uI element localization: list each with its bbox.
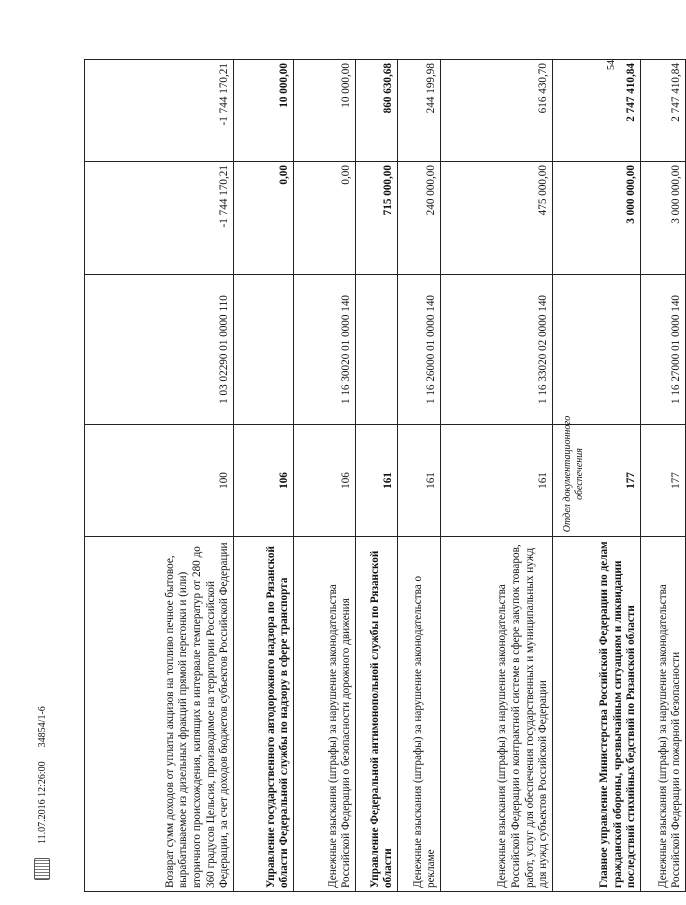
row-fact-cell: 10 000,00 xyxy=(294,60,356,162)
row-admin-cell: 106 xyxy=(234,425,294,537)
department-note: Отдел документационного обеспечения xyxy=(562,415,585,533)
row-name-cell: Денежные взыскания (штрафы) за нарушение законодательства о рекламе xyxy=(398,537,441,892)
row-admin-cell: 100 xyxy=(85,425,234,537)
row-fact-cell: 244 199,98 xyxy=(398,60,441,162)
row-plan-cell: 240 000,00 xyxy=(398,162,441,275)
row-plan-cell: 0,00 xyxy=(294,162,356,275)
row-code-cell xyxy=(356,275,398,425)
row-admin-cell: 161 xyxy=(356,425,398,537)
table-body xyxy=(85,60,686,892)
row-name-cell: Возврат сумм доходов от уплаты акцизов на топливо печное бытовое, вырабатываемое из дизельных фракций прямой перегонки и (или) вторичного происхождения, кипящих в интервале температур от 280 до 360 градусов Цельсия, производимое на территории Российской Федерации, за счет доходов бюджетов субъектов Российской Федерации xyxy=(85,537,234,892)
revenue-table xyxy=(84,59,686,892)
row-plan-cell: 3 000 000,00 xyxy=(641,162,686,275)
row-admin-cell: 106 xyxy=(294,425,356,537)
row-name-cell: Денежные взыскания (штрафы) за нарушение законодательства Российской Федерации о контрактной системе в сфере закупок товаров, работ, услуг для обеспечения государственных и муниципальных нужд для нужд субъектов Российской Федерации xyxy=(441,537,553,892)
row-code-cell: 1 16 33020 02 0000 140 xyxy=(441,275,553,425)
table-row xyxy=(294,60,356,892)
table-row xyxy=(441,60,553,892)
row-name-cell: Управление Федеральной антимонопольной службы по Рязанской области xyxy=(356,537,398,892)
table-row xyxy=(641,60,686,892)
page-number: 54 xyxy=(606,60,617,70)
row-plan-cell: 3 000 000,00 xyxy=(553,162,641,275)
row-plan-cell: 715 000,00 xyxy=(356,162,398,275)
row-plan-cell: -1 744 170,21 xyxy=(85,162,234,275)
table-row xyxy=(85,60,234,892)
row-fact-cell: 616 430,70 xyxy=(441,60,553,162)
table-row xyxy=(398,60,441,892)
row-fact-cell: 10 000,00 xyxy=(234,60,294,162)
footer-doc-id: 34854/1-6 xyxy=(36,706,48,748)
document-logo-icon xyxy=(34,858,50,880)
row-code-cell: 1 16 27000 01 0000 140 xyxy=(641,275,686,425)
row-name-cell: Денежные взыскания (штрафы) за нарушение законодательства Российской Федерации о пожарной безопасности xyxy=(641,537,686,892)
row-name-cell: Управление государственного автодорожного надзора по Рязанской области Федеральной службы по надзору в сфере транспорта xyxy=(234,537,294,892)
row-plan-cell: 0,00 xyxy=(234,162,294,275)
row-admin-cell: 177 xyxy=(553,425,641,537)
row-code-cell xyxy=(553,275,641,425)
row-code-cell: 1 16 26000 01 0000 140 xyxy=(398,275,441,425)
footer xyxy=(30,560,54,880)
table-row xyxy=(356,60,398,892)
row-admin-cell: 177 xyxy=(641,425,686,537)
table-row xyxy=(234,60,294,892)
row-code-cell xyxy=(234,275,294,425)
row-name-cell: Денежные взыскания (штрафы) за нарушение законодательства Российской Федерации о безопасности дорожного движения xyxy=(294,537,356,892)
row-plan-cell: 475 000,00 xyxy=(441,162,553,275)
row-fact-cell: -1 744 170,21 xyxy=(85,60,234,162)
row-fact-cell: 2 747 410,84 xyxy=(641,60,686,162)
row-code-cell: 1 16 30020 01 0000 140 xyxy=(294,275,356,425)
row-code-cell: 1 03 02290 01 0000 110 xyxy=(85,275,234,425)
row-admin-cell: 161 xyxy=(398,425,441,537)
row-name-cell: Главное управление Министерства Российской Федерации по делам гражданской обороны, чрезвычайным ситуациям и ликвидации последствий стихийных бедствий по Рязанской области xyxy=(553,537,641,892)
row-fact-cell: 2 747 410,84 xyxy=(553,60,641,162)
footer-timestamp: 11.07.2016 12:26:00 xyxy=(36,761,48,844)
row-fact-cell: 860 630,68 xyxy=(356,60,398,162)
row-admin-cell: 161 xyxy=(441,425,553,537)
